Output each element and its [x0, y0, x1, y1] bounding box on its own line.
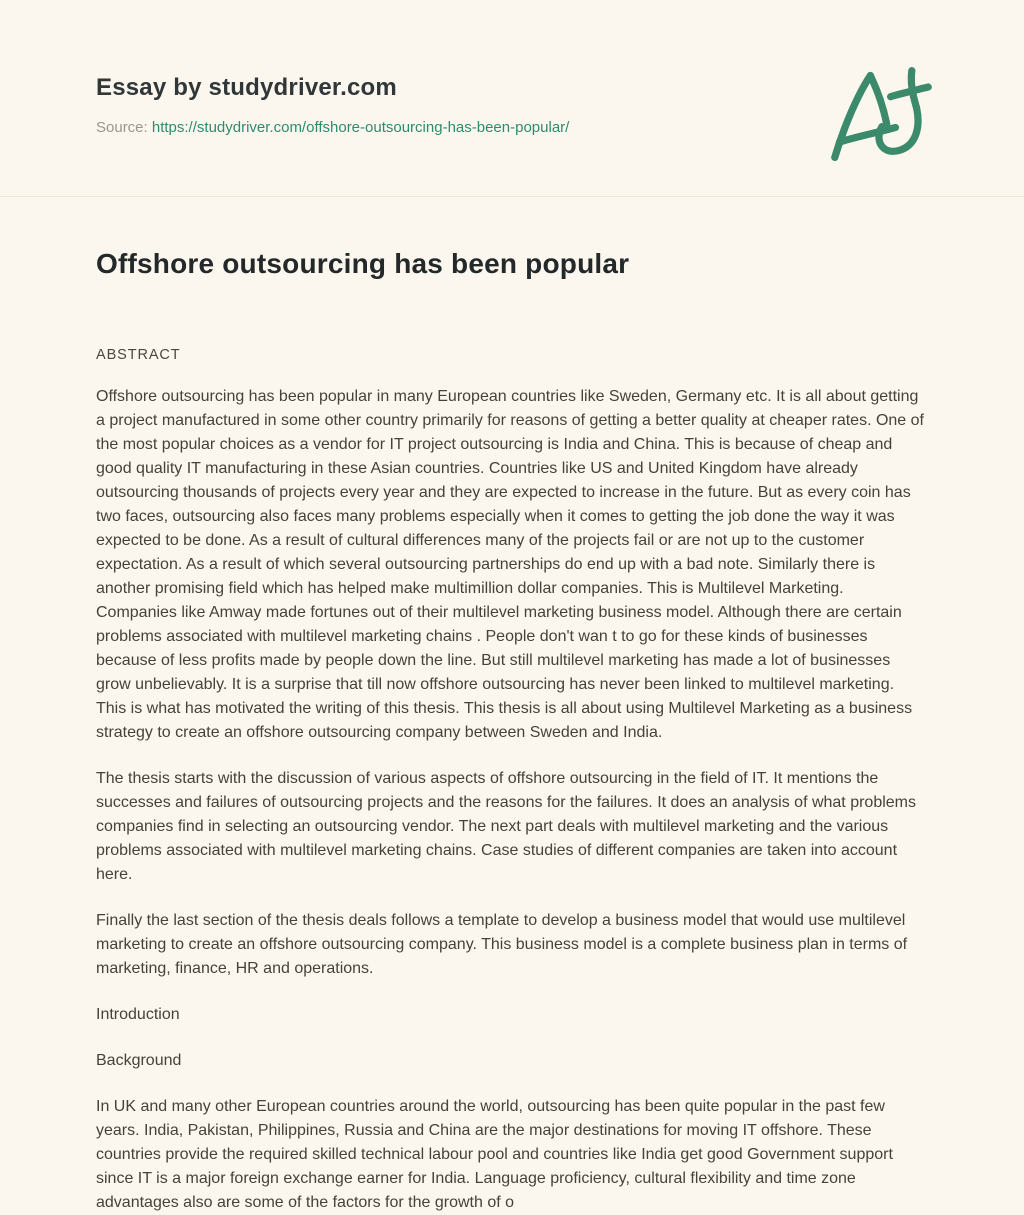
source-label: Source:	[96, 119, 148, 136]
essay-title: Offshore outsourcing has been popular	[96, 248, 630, 279]
abstract-paragraph-3: Finally the last section of the thesis deals follows a template to develop a business model that would use multilevel marketing to create an offshore outsourcing company. This business model is a complete business plan in terms of marketing, finance, HR and operations.	[96, 912, 908, 977]
abstract-paragraph-1: Offshore outsourcing has been popular in many European countries like Sweden, Germany etc. It is all about getting a project manufactured in some other country primarily for reasons of getting a better quality at cheaper rates. One of the most popular choices as a vendor for IT project outsourcing is India and China. This is because of cheap and good quality IT manufacturing in these Asian countries. Countries like US and United Kingdom have already outsourcing thousands of projects every year and they are expected to increase in the future. But as every coin has two faces, outsourcing also faces many problems especially when it comes to getting the job done the way it was expected to be done. As a result of cultural differences many of the projects fail or are not up to the customer expectation. As a result of which several outsourcing partnerships do end up with a bad note. Similarly there is another promising field which has helped make multimillion dollar companies. This is Multilevel Marketing. Companies like Amway made fortunes out of their multilevel marketing business model. Although there are certain problems associated with multilevel marketing chains . People don't wan t to go for these kinds of businesses because of less profits made by people down the line. But still multilevel marketing has made a lot of businesses grow unbelievably. It is a surprise that till now offshore outsourcing has never been linked to multilevel marketing. This is what has motivated the writing of this thesis. This thesis is all about using Multilevel Marketing as a business strategy to create an offshore outsourcing company between Sweden and India.	[96, 388, 924, 741]
background-heading: Background	[96, 1052, 182, 1069]
a-plus-logo-icon	[828, 64, 934, 166]
source-url-link[interactable]: https://studydriver.com/offshore-outsourcing-has-been-popular/	[151, 119, 570, 136]
document-body	[0, 247, 1024, 1215]
abstract-paragraph-2: The thesis starts with the discussion of various aspects of offshore outsourcing in the field of IT. It mentions the successes and failures of outsourcing projects and the reasons for the failures. It does an analysis of what problems companies find in selecting an outsourcing vendor. The next part deals with multilevel marketing and the various problems associated with multilevel marketing chains. Case studies of different companies are taken into account here.	[96, 770, 916, 883]
abstract-heading: ABSTRACT	[96, 347, 181, 363]
introduction-heading: Introduction	[96, 1006, 180, 1023]
page-header	[0, 0, 1024, 197]
background-paragraph-1: In UK and many other European countries around the world, outsourcing has been quite popular in the past few years. India, Pakistan, Philippines, Russia and China are the major destinations for moving IT offshore. These countries provide the required skilled technical labour pool and countries like India get good Government support since IT is a major foreign exchange earner for India. Language proficiency, cultural flexibility and time zone advantages also are some of the factors for the growth of o	[96, 1098, 893, 1211]
site-header-title: Essay by studydriver.com	[96, 74, 397, 101]
source-line	[96, 119, 928, 137]
